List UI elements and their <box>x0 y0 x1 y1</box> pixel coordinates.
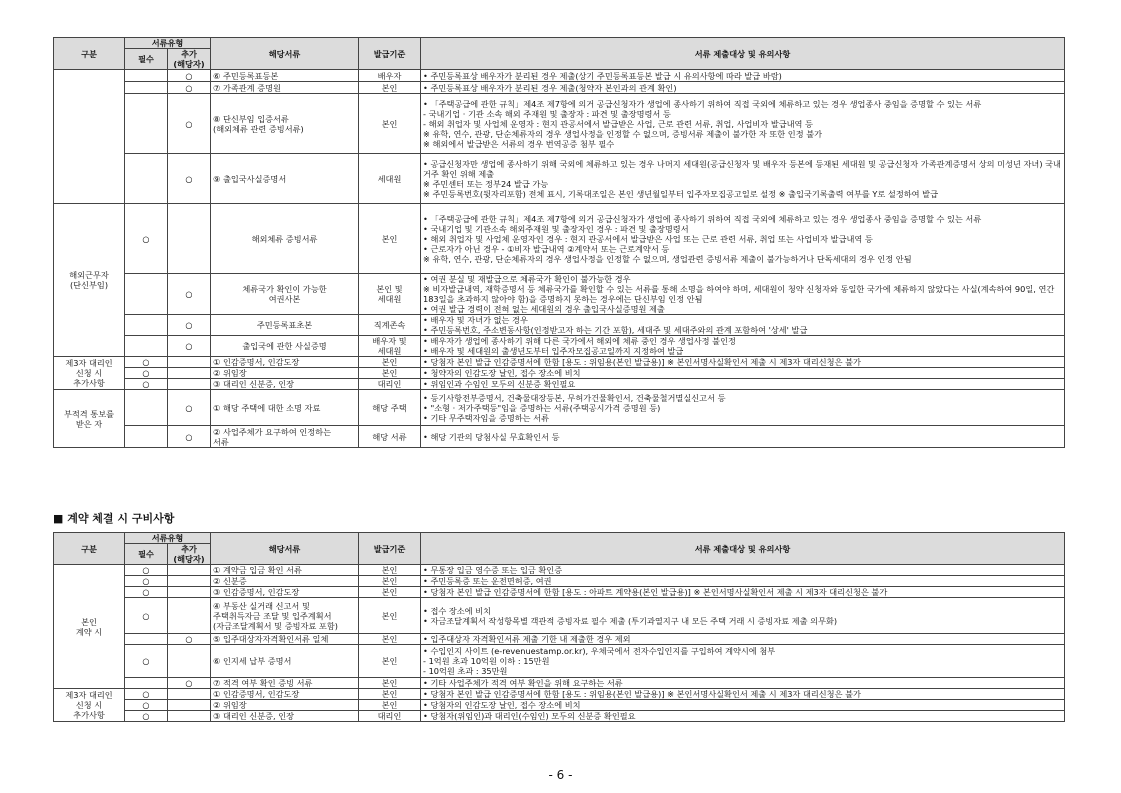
issuer: 본인 <box>359 645 421 678</box>
issuer: 본인 및 세대원 <box>359 274 421 315</box>
header-notes: 서류 제출대상 및 유의사항 <box>421 38 1065 70</box>
additional-mark <box>168 587 211 598</box>
notes: • 기타 사업주체가 적격 여부 확인을 위해 요구하는 서류 <box>421 678 1065 689</box>
group-empty <box>54 70 125 204</box>
additional-mark: ○ <box>168 336 211 357</box>
required-mark: ○ <box>125 700 168 711</box>
notes: • 청약자의 인감도장 날인, 접수 장소에 비치 <box>421 368 1065 379</box>
required-mark: ○ <box>125 379 168 390</box>
notes: • 등기사항전부증명서, 건축물대장등본, 무허가건물확인서, 건축물철거멸실신고서 등 • "소형 · 저가주택등"임을 증명하는 서류(주택공시가격 증명원 등) • 기타 무주택자임을 증명하는 서류 <box>421 390 1065 426</box>
document-name: ① 인감증명서, 인감도장 <box>211 357 359 368</box>
additional-mark <box>168 689 211 700</box>
required-mark <box>125 678 168 689</box>
required-mark: ○ <box>125 598 168 634</box>
header-required: 필수 <box>125 49 168 70</box>
required-mark: ○ <box>125 368 168 379</box>
issuer: 해당 서류 <box>359 426 421 448</box>
table-row <box>54 390 1065 426</box>
notes: • 당첨자 본인 발급 인감증명서에 한함 [용도 : 위임용(본인 발급용)] ※ 본인서명사실확인서 제출 시 제3자 대리신청은 불가 <box>421 689 1065 700</box>
section-title: ■ 계약 체결 시 구비사항 <box>53 512 175 525</box>
required-mark <box>125 70 168 82</box>
required-mark: ○ <box>125 565 168 576</box>
required-mark <box>125 274 168 315</box>
group-label: 제3자 대리인 신청 시 추가사항 <box>54 357 125 390</box>
document-name: 주민등록표초본 <box>211 315 359 336</box>
additional-mark <box>168 576 211 587</box>
required-mark: ○ <box>125 587 168 598</box>
additional-mark <box>168 645 211 678</box>
issuer: 본인 <box>359 204 421 274</box>
table-row <box>54 336 1065 357</box>
additional-mark: ○ <box>168 70 211 82</box>
required-mark <box>125 634 168 645</box>
required-mark: ○ <box>125 357 168 368</box>
document-name: 출입국에 관한 사실증명 <box>211 336 359 357</box>
notes: • 공급신청자만 생업에 종사하기 위해 국외에 체류하고 있는 경우 나머지 세대원(공급신청자 및 배우자 등본에 등재된 세대원 및 공급신청자 가족관계증명서 상의 미성년 자녀) 국내 거주 확인 위해 제출 ※ 주민센터 또는 정부24 발급 가능 ※ 주민등록번호(뒷자리포함) 전체 표시, 기록대조일은 본인 생년월일부터 입주자모집공고일로 설정 ※ 출입국기록출력 여부를 Y로 설정하여 발급 <box>421 154 1065 204</box>
issuer: 본인 <box>359 357 421 368</box>
issuer: 본인 <box>359 598 421 634</box>
additional-mark: ○ <box>168 390 211 426</box>
required-mark <box>125 94 168 154</box>
table-row <box>54 565 1065 576</box>
notes: • 당첨자 본인 발급 인감증명서에 한함 [용도 : 아파트 계약용(본인 발급용)] ※ 본인서명사실확인서 제출 시 제3자 대리신청은 불가 <box>421 587 1065 598</box>
issuer: 대리인 <box>359 379 421 390</box>
notes: • 수입인지 사이트 (e-revenuestamp.or.kr), 우체국에서 전자수입인지를 구입하여 계약시에 첨부 - 1억원 초과 10억원 이하 : 15만원 - 10억원 초과 : 35만원 <box>421 645 1065 678</box>
notes: • 위임인과 수임인 모두의 신분증 확인필요 <box>421 379 1065 390</box>
table-row <box>54 70 1065 82</box>
header-gubun: 구분 <box>54 533 125 565</box>
table-row <box>54 678 1065 689</box>
header-issuer: 발급기준 <box>359 533 421 565</box>
notes: • 주민등록표상 배우자가 분리된 경우 제출(상기 주민등록표등본 발급 시 유의사항에 따라 발급 바람) <box>421 70 1065 82</box>
notes: • 입주대상자 자격확인서류 제출 기한 내 제출한 경우 제외 <box>421 634 1065 645</box>
header-additional: 추가 (해당자) <box>168 49 211 70</box>
table-row <box>54 700 1065 711</box>
notes: • 주민등록증 또는 운전면허증, 여권 <box>421 576 1065 587</box>
header-gubun: 구분 <box>54 38 125 70</box>
notes: • 「주택공급에 관한 규칙」제4조 제7항에 의거 공급신청자가 생업에 종사하기 위하여 직접 국외에 체류하고 있는 경우 생업종사 중임을 증명할 수 있는 서류 • 국내기업 및 기관소속 해외주재원 및 출장자인 경우 : 파견 및 출장명령서 • 해외 취업자 및 사업체 운영자인 경우 : 현지 관공서에서 발급받은 사업 또는 근로 관련 서류, 취업 또는 사업비자 발급내역 등 • 근로자가 아닌 경우 - ①비자 발급내역 ②계약서 또는 근로계약서 등 ※ 유학, 연수, 관광, 단순체류자의 경우 생업사정을 인정할 수 없으며, 생업관련 증빙서류 제출이 불가능하거나 단독세대의 경우 인정 안됨 <box>421 204 1065 274</box>
required-mark <box>125 315 168 336</box>
table-row <box>54 634 1065 645</box>
header-document: 해당서류 <box>211 38 359 70</box>
document-name: ② 사업주체가 요구하여 인정하는 서류 <box>211 426 359 448</box>
document-name: ① 인감증명서, 인감도장 <box>211 689 359 700</box>
table-row <box>54 711 1065 722</box>
notes: • 무통장 입금 영수증 또는 입금 확인증 <box>421 565 1065 576</box>
table-row <box>54 315 1065 336</box>
additional-mark: ○ <box>168 678 211 689</box>
notes: • 해당 기관의 당첨사실 무효확인서 등 <box>421 426 1065 448</box>
issuer: 직계존속 <box>359 315 421 336</box>
table-row <box>54 645 1065 678</box>
additional-mark: ○ <box>168 94 211 154</box>
additional-mark: ○ <box>168 634 211 645</box>
issuer: 본인 <box>359 565 421 576</box>
table-row <box>54 204 1065 274</box>
header-required: 필수 <box>125 544 168 565</box>
issuer: 배우자 <box>359 70 421 82</box>
header-document: 해당서류 <box>211 533 359 565</box>
additional-mark <box>168 700 211 711</box>
additional-mark <box>168 565 211 576</box>
additional-mark <box>168 204 211 274</box>
issuer: 본인 <box>359 576 421 587</box>
issuer: 본인 <box>359 700 421 711</box>
group-label: 부적격 통보를 받은 자 <box>54 390 125 448</box>
issuer: 해당 주택 <box>359 390 421 426</box>
notes: • 당첨자의 인감도장 날인, 접수 장소에 비치 <box>421 700 1065 711</box>
required-mark <box>125 82 168 94</box>
issuer: 본인 <box>359 678 421 689</box>
required-mark <box>125 390 168 426</box>
document-name: ① 계약금 입금 확인 서류 <box>211 565 359 576</box>
document-name: ③ 대리인 신분증, 인장 <box>211 379 359 390</box>
table-row <box>54 368 1065 379</box>
notes: • 접수 장소에 비치 • 자금조달계획서 작성항목별 객관적 증빙자료 필수 제출 (투기과열지구 내 모든 주택 거래 시 증빙자료 제출 의무화) <box>421 598 1065 634</box>
document-name: ⑦ 가족관계 증명원 <box>211 82 359 94</box>
issuer: 본인 <box>359 587 421 598</box>
table-row <box>54 82 1065 94</box>
required-mark <box>125 336 168 357</box>
table-row <box>54 587 1065 598</box>
table-row <box>54 154 1065 204</box>
issuer: 본인 <box>359 368 421 379</box>
notes: • 「주택공급에 관한 규칙」제4조 제7항에 의거 공급신청자가 생업에 종사하기 위하여 직접 국외에 체류하고 있는 경우 생업종사 중임을 증명할 수 있는 서류 - 국내기업 · 기관 소속 해외 주재원 및 출장자 : 파견 및 출장명령서 등 - 해외 취업자 및 사업체 운영자 : 현지 관공서에서 발급받은 사업, 근로 관련 서류, 취업, 사업비자 발급내역 등 ※ 유학, 연수, 관광, 단순체류자의 경우 생업사정을 인정할 수 없으며, 증빙서류 제출이 불가한 자 또한 인정 불가 ※ 해외에서 발급받은 서류의 경우 번역공증 첨부 필수 <box>421 94 1065 154</box>
header-additional: 추가 (해당자) <box>168 544 211 565</box>
document-name: ① 해당 주택에 대한 소명 자료 <box>211 390 359 426</box>
contract-documents-table <box>53 532 1065 722</box>
document-name: ⑦ 적격 여부 확인 증빙 서류 <box>211 678 359 689</box>
issuer: 본인 <box>359 94 421 154</box>
document-name: ⑥ 주민등록표등본 <box>211 70 359 82</box>
issuer: 본인 <box>359 82 421 94</box>
notes: • 주민등록표상 배우자가 분리된 경우 제출(청약자 본인과의 관계 확인) <box>421 82 1065 94</box>
additional-mark <box>168 711 211 722</box>
document-name: ④ 부동산 실거래 신고서 및 주택취득자금 조달 및 입주계획서 (자금조달계획서 및 증빙자료 포함) <box>211 598 359 634</box>
table-row <box>54 379 1065 390</box>
required-mark <box>125 154 168 204</box>
document-name: ⑥ 인지세 납부 증명서 <box>211 645 359 678</box>
issuer: 세대원 <box>359 154 421 204</box>
header-notes: 서류 제출대상 및 유의사항 <box>421 533 1065 565</box>
required-documents-table <box>53 37 1065 448</box>
required-mark: ○ <box>125 711 168 722</box>
document-name: 체류국가 확인이 가능한 여권사본 <box>211 274 359 315</box>
additional-mark: ○ <box>168 426 211 448</box>
document-name: ⑤ 입주대상자자격확인서류 일체 <box>211 634 359 645</box>
table-row <box>54 689 1065 700</box>
group-label: 해외근무자 (단신부임) <box>54 204 125 357</box>
additional-mark: ○ <box>168 274 211 315</box>
group-label: 본인 계약 시 <box>54 565 125 689</box>
header-doc-type: 서류유형 <box>125 38 211 49</box>
additional-mark: ○ <box>168 154 211 204</box>
document-name: ③ 인감증명서, 인감도장 <box>211 587 359 598</box>
required-mark: ○ <box>125 204 168 274</box>
issuer: 본인 <box>359 689 421 700</box>
issuer: 배우자 및 세대원 <box>359 336 421 357</box>
table-row <box>54 426 1065 448</box>
issuer: 본인 <box>359 634 421 645</box>
required-mark: ○ <box>125 576 168 587</box>
table-row <box>54 274 1065 315</box>
notes: • 배우자가 생업에 종사하기 위해 다른 국가에서 해외에 체류 중인 경우 생업사정 불인정 • 배우자 및 세대원의 출생년도부터 입주자모집공고일까지 지정하여 발급 <box>421 336 1065 357</box>
additional-mark <box>168 357 211 368</box>
additional-mark <box>168 598 211 634</box>
additional-mark: ○ <box>168 82 211 94</box>
table-row <box>54 598 1065 634</box>
required-mark <box>125 426 168 448</box>
table-row <box>54 357 1065 368</box>
document-name: ② 신분증 <box>211 576 359 587</box>
notes: • 당첨자 본인 발급 인감증명서에 한함 [용도 : 위임용(본인 발급용)] ※ 본인서명사실확인서 제출 시 제3자 대리신청은 불가 <box>421 357 1065 368</box>
document-name: ⑨ 출입국사실증명서 <box>211 154 359 204</box>
notes: • 당첨자(위임인)과 대리인(수임인) 모두의 신분증 확인필요 <box>421 711 1065 722</box>
document-name: 해외체류 증빙서류 <box>211 204 359 274</box>
document-name: ⑧ 단신부임 입증서류 (해외체류 관련 증빙서류) <box>211 94 359 154</box>
additional-mark <box>168 379 211 390</box>
additional-mark <box>168 368 211 379</box>
header-doc-type: 서류유형 <box>125 533 211 544</box>
document-name: ② 위임장 <box>211 700 359 711</box>
document-name: ② 위임장 <box>211 368 359 379</box>
group-label: 제3자 대리인 신청 시 추가사항 <box>54 689 125 722</box>
header-issuer: 발급기준 <box>359 38 421 70</box>
page-number: - 6 - <box>548 768 573 782</box>
additional-mark: ○ <box>168 315 211 336</box>
document-name: ③ 대리인 신분증, 인장 <box>211 711 359 722</box>
required-mark: ○ <box>125 689 168 700</box>
notes: • 배우자 및 자녀가 없는 경우 • 주민등록번호, 주소변동사항(인정받고자 하는 기간 포함), 세대주 및 세대주와의 관계 포함하여 '상세' 발급 <box>421 315 1065 336</box>
table-row <box>54 94 1065 154</box>
table-row <box>54 576 1065 587</box>
issuer: 대리인 <box>359 711 421 722</box>
required-mark: ○ <box>125 645 168 678</box>
notes: • 여권 분실 및 재발급으로 체류국가 확인이 불가능한 경우 ※ 비자발급내역, 재학증명서 등 체류국가를 확인할 수 있는 서류를 통해 소명을 하여야 하며, 세대원이 청약 신청자와 동일한 국가에 체류하지 않았다는 사실(계속하여 90일, 연간 183일을 초과하지 않아야 함)을 증명하지 못하는 경우에는 단신부임 인정 안됨 • 여권 발급 경력이 전혀 없는 세대원의 경우 출입국사실증명원 제출 <box>421 274 1065 315</box>
